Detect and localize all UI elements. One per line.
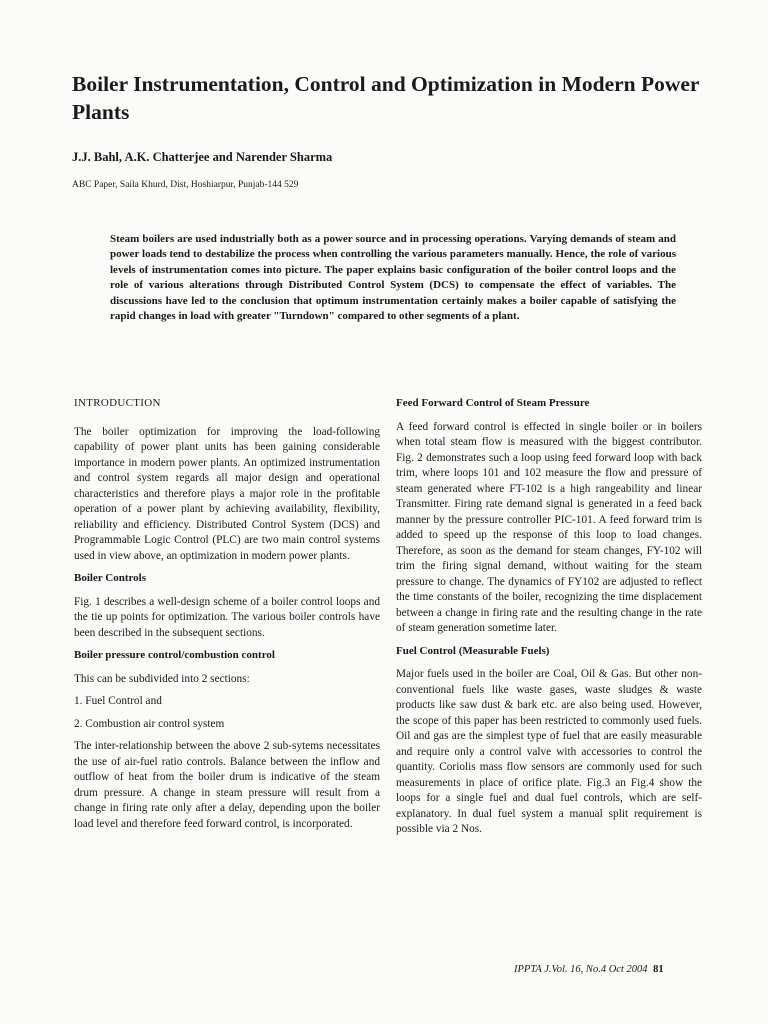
- left-column: [74, 396, 380, 839]
- feed-forward-heading: Feed Forward Control of Steam Pressure: [396, 397, 590, 409]
- boiler-controls-heading: Boiler Controls: [74, 572, 147, 584]
- page-number: 81: [653, 964, 664, 975]
- list-item-air-control: 2. Combustion air control system: [74, 717, 225, 730]
- abstract: Steam boilers are used industrially both as a power source and in processing operations. Varying demands of steam and power loads tend to destabilize the process when controlling the various parameters manually. Hence, the role of various levels of instrumentation comes into picture. The paper explains basic configuration of the boiler control loops and the role of various alterations through Distributed Control System (DCS) to compensate the effect of variables. The discussions have led to the conclusion that optimum instrumentation certainly makes a boiler capable of satisfying the rapid changes in load with greater "Turndown" compared to other segments of a plant.: [110, 233, 676, 323]
- authors: J.J. Bahl, A.K. Chatterjee and Narender Sharma: [72, 150, 333, 164]
- affiliation: ABC Paper, Saila Khurd, Dist, Hoshiarpur, Punjab-144 529: [72, 180, 299, 190]
- fuel-control-heading: Fuel Control (Measurable Fuels): [396, 644, 550, 657]
- list-item-fuel-control: 1. Fuel Control and: [74, 695, 162, 707]
- pressure-control-intro: This can be subdivided into 2 sections:: [74, 672, 250, 685]
- boiler-controls-paragraph: Fig. 1 describes a well-design scheme of a boiler control loops and the tie up points for optimization. The various boiler controls have been described in the subsequent sections.: [74, 595, 380, 639]
- pressure-control-paragraph: The inter-relationship between the above 2 sub-sytems necessitates the use of air-fuel ratio controls. Balance between the inflow and outflow of heat from the boiler drum is indicative of the steam drum pressure. A change in steam pressure will result from a change in firing rate only after a delay, depending upon the boiler load level and therefore feed forward control, is incorporated.: [74, 740, 380, 830]
- pressure-control-heading: Boiler pressure control/combustion control: [74, 649, 275, 661]
- fuel-control-paragraph: Major fuels used in the boiler are Coal, Oil & Gas. But other non-conventional fuels like waste gases, waste sludges & waste products like saw dust & bark etc. are also being used. However, the scope of this paper has been restricted to commonly used fuels. Oil and gas are the simplest type of fuel that are easily measurable and require only a control valve with accessories to control the quantity. Coriolis mass flow sensors are commonly used for such measurements in place of orifice plate. Fig.3 an Fig.4 show the loops for a single fuel and dual fuel controls, which are self-explanatory. In dual fuel system a manual split requirement is possible via 2 Nos.: [396, 668, 702, 835]
- feed-forward-paragraph: A feed forward control is effected in single boiler or in boilers when total steam flow is measured with the biggest contributor. Fig. 2 demonstrates such a loop using feed forward loop with back trim, where loops 101 and 102 measure the flow and pressure of steam generated where FT-102 is a high rangeability and linear Transmitter. Firing rate demand signal is generated in a feed back manner by the pressure controller PIC-101. A feed forward trim is added to speed up the response of this loop to load changes. Therefore, as soon as the demand for steam changes, FY-102 will trim the firing signal demand, without waiting for the steam pressure to change. The dynamics of FY102 are adjusted to reflect the time constants of the boiler, recognizing the time displacement between a change in firing rate and the resulting change in the rate of steam generation sometime later.: [396, 420, 702, 634]
- introduction-paragraph: The boiler optimization for improving the load-following capability of power plant units has been gaining considerable importance in modern power plants. An optimized instrumentation and control system regards all major design and operational characteristics and therefore plays a major role in the profitable operation of a power plant by achieving availability, flexibility, reliability and efficiency. Distributed Control System (DCS) and Programmable Logic Control (PLC) are two main control systems used in view above, an optimization in modern power plants.: [74, 425, 380, 562]
- journal-citation: IPPTA J.Vol. 16, No.4 Oct 2004: [514, 964, 648, 975]
- page-footer: [514, 964, 664, 975]
- paper-title: Boiler Instrumentation, Control and Optimization in Modern Power Plants: [72, 72, 700, 124]
- right-column: [396, 396, 702, 845]
- introduction-heading: INTRODUCTION: [74, 397, 161, 409]
